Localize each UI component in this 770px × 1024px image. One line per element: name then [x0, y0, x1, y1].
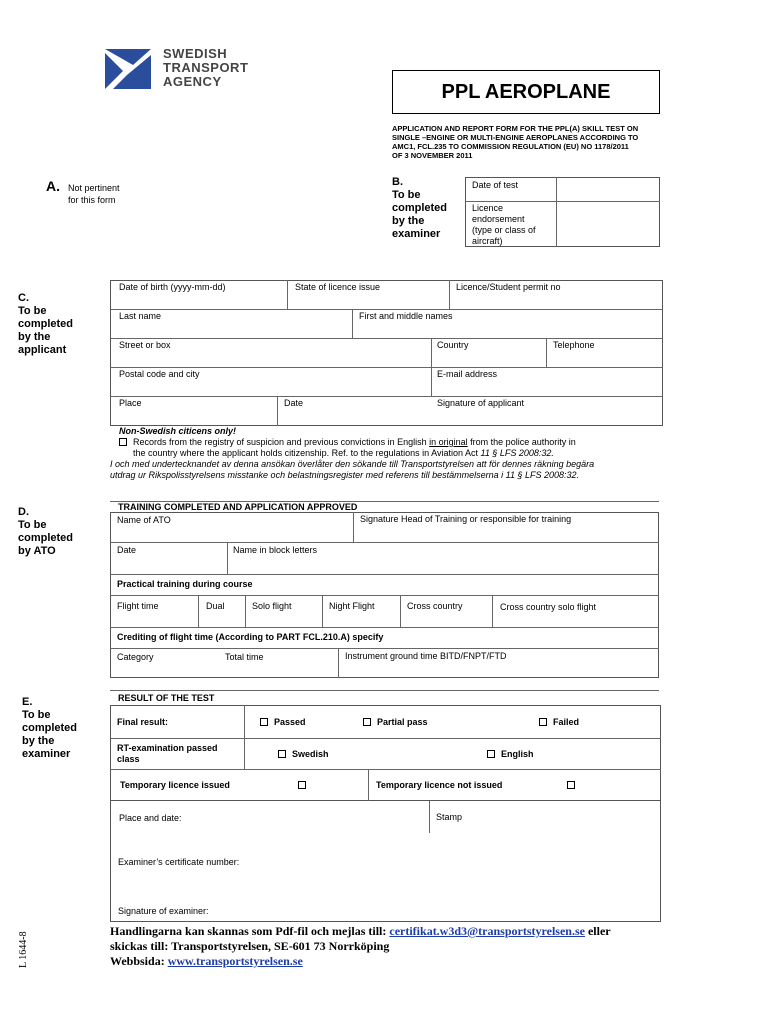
- divider: [245, 595, 246, 627]
- records-line: [119, 437, 576, 447]
- label-line: endorsement: [472, 214, 525, 224]
- date-of-birth-field[interactable]: Date of birth (yyyy-mm-dd): [119, 282, 226, 292]
- ato-date-field[interactable]: Date: [117, 545, 137, 555]
- licence-endorsement-field[interactable]: [557, 202, 659, 246]
- signature-field[interactable]: Signature of applicant: [437, 398, 525, 408]
- email-link[interactable]: certifikat.w3d3@transportstyrelsen.se: [389, 924, 585, 938]
- subtitle-line: SINGLE –ENGINE OR MULTI-ENGINE AEROPLANES ACCORDING TO: [392, 133, 639, 142]
- records-ref: 11 § LFS 2008:32.: [480, 448, 554, 458]
- night-flight-field[interactable]: Night Flight: [329, 601, 375, 611]
- country-field[interactable]: Country: [437, 340, 469, 350]
- dual-field[interactable]: Dual: [206, 601, 225, 611]
- agency-logo: [103, 47, 263, 97]
- label-line: RT-examination passed: [117, 743, 218, 753]
- divider: [449, 280, 450, 309]
- temp-not-issued-label: Temporary licence not issued: [376, 780, 503, 790]
- footer-line-2: skickas till: Transportstyrelsen, SE-601 73 Norrköping: [110, 939, 390, 953]
- section-d-label: [18, 506, 73, 558]
- divider: [110, 648, 659, 649]
- label-line: B.: [392, 176, 403, 188]
- records-text-2: the country where the applicant holds citizenship. Ref. to the regulations in Aviation Act: [133, 448, 481, 458]
- solo-flight-field[interactable]: Solo flight: [252, 601, 292, 611]
- temp-issued-checkbox[interactable]: [298, 781, 306, 789]
- total-time-field[interactable]: Total time: [225, 652, 264, 662]
- place-field[interactable]: Place: [119, 398, 142, 408]
- label-line: To be: [18, 305, 47, 317]
- postal-field[interactable]: Postal code and city: [119, 369, 200, 379]
- footer-text: [110, 924, 611, 969]
- website-link[interactable]: www.transportstyrelsen.se: [167, 954, 303, 968]
- section-b-label: [392, 176, 447, 241]
- section-a-line: Not pertinent: [68, 183, 120, 193]
- divider: [338, 648, 339, 678]
- divider: [110, 338, 663, 339]
- label-line: by the: [392, 215, 425, 227]
- divider: [277, 396, 278, 426]
- stamp-field[interactable]: Stamp: [436, 812, 463, 822]
- flight-time-field[interactable]: Flight time: [117, 601, 159, 611]
- title-box: [392, 70, 660, 114]
- street-field[interactable]: Street or box: [119, 340, 171, 350]
- note-line: utdrag ur Rikspolisstyrelsens misstanke och belastningsregister med referens till bestämmelserna i 11 § LFS 2008:32.: [110, 470, 580, 480]
- logo-word-2: TRANSPORT: [163, 60, 249, 75]
- swedish-note: [110, 459, 594, 481]
- label-line: D.: [18, 506, 29, 518]
- divider: [110, 574, 659, 575]
- divider: [244, 705, 245, 738]
- option-label: Partial pass: [377, 717, 428, 727]
- footer-line-1-text: Handlingarna kan skannas som Pdf-fil och mejlas till:: [110, 924, 390, 938]
- divider: [368, 769, 369, 801]
- divider: [110, 627, 659, 628]
- label-line: by the: [22, 735, 55, 747]
- cross-country-solo-field[interactable]: Cross country solo flight: [500, 602, 597, 612]
- section-a-line: for this form: [68, 195, 116, 205]
- date-of-test-field[interactable]: [557, 178, 659, 200]
- place-and-date-field[interactable]: Place and date:: [119, 813, 182, 823]
- practical-training-label: Practical training during course: [117, 579, 253, 589]
- crediting-label: Crediting of flight time (According to PART FCL.210.A) specify: [117, 632, 384, 642]
- divider: [110, 595, 659, 596]
- option-label: English: [501, 749, 534, 759]
- footer-line-3: [110, 954, 611, 969]
- english-option[interactable]: [487, 749, 534, 759]
- partial-pass-checkbox[interactable]: [363, 718, 371, 726]
- section-a-text: [68, 182, 120, 206]
- logo-mark-icon: [103, 49, 153, 91]
- label-line: completed: [22, 722, 78, 734]
- signature-head-field[interactable]: Signature Head of Training or responsible for training: [360, 514, 572, 524]
- first-names-field[interactable]: First and middle names: [359, 311, 453, 321]
- divider: [110, 396, 663, 397]
- records-text-post: from the police authority in: [467, 437, 576, 447]
- name-block-field[interactable]: Name in block letters: [233, 545, 318, 555]
- label-line: (type or class of: [472, 225, 536, 235]
- divider: [244, 738, 245, 769]
- label-line: examiner: [22, 748, 71, 760]
- footer-line-1: [110, 924, 611, 939]
- label-line: To be: [392, 189, 421, 201]
- state-of-licence-field[interactable]: State of licence issue: [295, 282, 381, 292]
- subtitle-line: AMC1, FCL.235 TO COMMISSION REGULATION (EU) NO 1178/2011: [392, 142, 629, 151]
- temp-not-issued-checkbox[interactable]: [567, 781, 575, 789]
- label-line: C.: [18, 292, 29, 304]
- records-original: in original: [429, 437, 468, 447]
- label-line: by the: [18, 331, 51, 343]
- divider: [492, 595, 493, 627]
- failed-checkbox[interactable]: [539, 718, 547, 726]
- label-line: E.: [22, 696, 33, 708]
- label-line: Licence: [472, 203, 504, 213]
- last-name-field[interactable]: Last name: [119, 311, 162, 321]
- records-checkbox[interactable]: [119, 438, 127, 446]
- passed-option[interactable]: [260, 717, 306, 727]
- divider: [429, 801, 430, 833]
- divider: [110, 769, 661, 770]
- label-line: completed: [18, 532, 74, 544]
- records-line-2: [133, 448, 554, 458]
- records-text: Records from the registry of suspicion and previous convictions in English: [133, 437, 430, 447]
- passed-checkbox[interactable]: [260, 718, 268, 726]
- label-line: examiner: [392, 228, 441, 240]
- email-field[interactable]: E-mail address: [437, 369, 498, 379]
- name-of-ato-field[interactable]: Name of ATO: [117, 515, 171, 525]
- page-title: PPL AEROPLANE: [441, 81, 611, 103]
- label-line: To be: [18, 519, 47, 531]
- divider: [431, 338, 432, 396]
- failed-option[interactable]: [539, 717, 579, 727]
- date-field[interactable]: Date: [284, 398, 304, 408]
- divider: [227, 542, 228, 574]
- option-label: Failed: [553, 717, 580, 727]
- temp-issued-label: Temporary licence issued: [120, 780, 230, 790]
- divider: [353, 512, 354, 542]
- divider: [110, 367, 663, 368]
- option-label: Passed: [274, 717, 306, 727]
- telephone-field[interactable]: Telephone: [553, 340, 595, 350]
- section-d-heading: TRAINING COMPLETED AND APPLICATION APPROVED: [118, 502, 358, 512]
- label-line: completed: [18, 318, 74, 330]
- section-c-table: [110, 280, 663, 426]
- divider: [198, 595, 199, 627]
- category-field[interactable]: Category: [117, 652, 154, 662]
- footer-line-1-post: eller: [584, 924, 611, 938]
- partial-pass-option[interactable]: [363, 717, 428, 727]
- label-line: applicant: [18, 344, 67, 356]
- section-e-label: [22, 696, 77, 761]
- section-c-label: [18, 292, 73, 357]
- divider: [110, 309, 663, 310]
- swedish-option[interactable]: [278, 749, 329, 759]
- section-e-heading: RESULT OF THE TEST: [118, 693, 215, 703]
- final-result-label: Final result:: [117, 717, 169, 727]
- note-line: I och med undertecknandet av denna ansökan överlåter den sökande till Transportstyrelsen att för dennes räkning begära: [110, 459, 595, 469]
- divider: [400, 595, 401, 627]
- rt-exam-label: [117, 743, 218, 765]
- divider: [322, 595, 323, 627]
- divider: [287, 280, 288, 309]
- divider: [110, 738, 661, 739]
- examiner-signature-field[interactable]: Signature of examiner:: [118, 906, 209, 916]
- divider: [546, 338, 547, 367]
- footer-line-3-text: Webbsida:: [110, 954, 168, 968]
- logo-word-3: AGENCY: [163, 74, 222, 89]
- swedish-checkbox[interactable]: [278, 750, 286, 758]
- form-id: L 1644-8: [18, 931, 29, 968]
- label-line: by ATO: [18, 545, 56, 557]
- subtitle-line: APPLICATION AND REPORT FORM FOR THE PPL(A) SKILL TEST ON: [392, 124, 639, 133]
- label-line: class: [117, 754, 140, 764]
- english-checkbox[interactable]: [487, 750, 495, 758]
- label-line: completed: [392, 202, 448, 214]
- date-of-test-label: Date of test: [472, 180, 519, 190]
- cross-country-field[interactable]: Cross country: [407, 601, 463, 611]
- licence-no-field[interactable]: Licence/Student permit no: [456, 282, 561, 292]
- logo-text: [163, 47, 248, 89]
- logo-word-1: SWEDISH: [163, 46, 228, 61]
- option-label: Swedish: [292, 749, 329, 759]
- examiner-cert-field[interactable]: Examiner’s certificate number:: [118, 857, 240, 867]
- non-swedish-title: Non-Swedish citicens only!: [119, 426, 237, 436]
- section-a-letter: A.: [46, 178, 60, 194]
- label-line: To be: [22, 709, 51, 721]
- label-line: aircraft): [472, 236, 503, 246]
- form-subtitle: [392, 124, 638, 160]
- subtitle-line: OF 3 NOVEMBER 2011: [392, 151, 473, 160]
- licence-endorsement-label: [472, 203, 536, 247]
- divider: [352, 309, 353, 338]
- divider: [110, 542, 659, 543]
- divider: [110, 690, 659, 691]
- instrument-time-field[interactable]: Instrument ground time BITD/FNPT/FTD: [345, 651, 507, 661]
